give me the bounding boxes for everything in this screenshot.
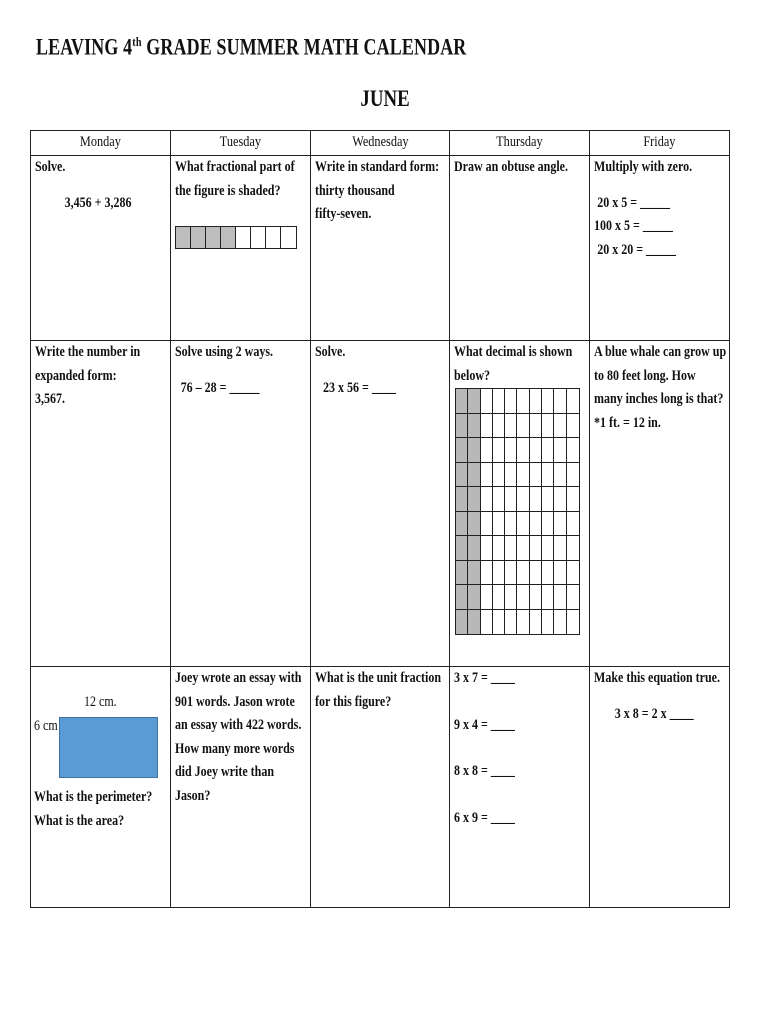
grid-cell	[554, 463, 566, 488]
rectangle-height-label: 6 cm	[34, 718, 58, 734]
grid-cell-shaded	[468, 414, 480, 439]
grid-cell	[517, 487, 529, 512]
grid-cell-shaded	[456, 585, 468, 610]
grid-cell-shaded	[456, 487, 468, 512]
grid-cell	[481, 536, 493, 561]
grid-cell	[481, 512, 493, 537]
grid-cell-shaded	[456, 610, 468, 635]
fraction-part	[281, 227, 296, 248]
grid-cell	[567, 585, 579, 610]
area-question: What is the area?	[34, 812, 125, 829]
grid-cell	[567, 463, 579, 488]
cell-r1-friday: Multiply with zero. 20 x 5 = _____ 100 x 5 = _____ 20 x 20 = _____	[590, 156, 730, 341]
calendar-title: LEAVING 4th GRADE SUMMER MATH CALENDAR	[36, 34, 467, 60]
grid-cell	[493, 610, 505, 635]
grid-cell	[567, 512, 579, 537]
fraction-part-shaded	[206, 227, 221, 248]
grid-cell	[493, 512, 505, 537]
grid-cell	[530, 438, 542, 463]
grid-cell	[517, 585, 529, 610]
fraction-part	[251, 227, 266, 248]
cell-r2-tuesday: Solve using 2 ways. 76 – 28 = _____	[170, 341, 310, 667]
grid-cell	[567, 561, 579, 586]
cell-r1-monday: Solve. 3,456 + 3,286	[31, 156, 171, 341]
grid-cell	[554, 561, 566, 586]
grid-cell	[530, 585, 542, 610]
grid-cell	[517, 414, 529, 439]
grid-cell-shaded	[468, 610, 480, 635]
grid-cell	[505, 585, 517, 610]
grid-cell	[505, 463, 517, 488]
cell-r3-thursday: 3 x 7 = ____ 9 x 4 = ____ 8 x 8 = ____ 6 x 9 = ____	[450, 667, 590, 908]
grid-cell	[517, 610, 529, 635]
header-thursday: Thursday	[450, 131, 590, 156]
grid-cell	[505, 438, 517, 463]
grid-cell	[542, 487, 554, 512]
grid-cell	[542, 414, 554, 439]
cell-r3-wednesday: What is the unit fraction for this figure?	[310, 667, 450, 908]
grid-cell	[493, 487, 505, 512]
grid-cell	[542, 536, 554, 561]
cell-r3-friday: Make this equation true. 3 x 8 = 2 x ____	[590, 667, 730, 908]
grid-cell	[542, 512, 554, 537]
grid-cell	[530, 414, 542, 439]
blue-rectangle	[59, 717, 158, 778]
grid-cell	[517, 561, 529, 586]
grid-cell	[493, 536, 505, 561]
header-friday: Friday	[590, 131, 730, 156]
grid-cell	[530, 536, 542, 561]
fraction-part-shaded	[221, 227, 236, 248]
grid-cell	[554, 512, 566, 537]
week-row-1	[31, 156, 730, 341]
grid-cell-shaded	[468, 585, 480, 610]
month-heading: JUNE	[360, 86, 410, 111]
grid-cell-shaded	[456, 561, 468, 586]
grid-cell	[554, 536, 566, 561]
grid-cell	[493, 438, 505, 463]
grid-cell	[542, 585, 554, 610]
grid-cell	[481, 414, 493, 439]
grid-cell	[530, 610, 542, 635]
grid-cell	[567, 536, 579, 561]
grid-cell	[505, 610, 517, 635]
grid-cell	[567, 610, 579, 635]
grid-cell-shaded	[468, 389, 480, 414]
decimal-hundredths-grid	[455, 388, 580, 635]
grid-cell	[554, 389, 566, 414]
grid-cell	[505, 487, 517, 512]
grid-cell	[530, 512, 542, 537]
rectangle-questions	[34, 786, 152, 833]
grid-cell	[542, 463, 554, 488]
cell-r1-tuesday: What fractional part of the figure is shaded?	[170, 156, 310, 341]
grid-cell	[554, 487, 566, 512]
grid-cell-shaded	[456, 414, 468, 439]
grid-cell	[505, 512, 517, 537]
perimeter-question: What is the perimeter?	[34, 789, 153, 805]
fraction-figure	[175, 226, 297, 249]
grid-cell	[542, 561, 554, 586]
grid-cell	[542, 610, 554, 635]
grid-cell	[567, 389, 579, 414]
cell-r2-monday: Write the number in expanded form: 3,567.	[31, 341, 171, 667]
grid-cell-shaded	[468, 463, 480, 488]
grid-cell	[493, 389, 505, 414]
grid-cell	[493, 463, 505, 488]
grid-cell-shaded	[468, 438, 480, 463]
cell-r3-tuesday: Joey wrote an essay with 901 words. Jason wrote an essay with 422 words. How many more words did Joey write than Jason?	[170, 667, 310, 908]
grid-cell	[481, 585, 493, 610]
grid-cell	[505, 536, 517, 561]
grid-cell	[517, 463, 529, 488]
grid-cell	[530, 463, 542, 488]
grid-cell	[542, 438, 554, 463]
grid-cell	[530, 561, 542, 586]
grid-cell	[517, 512, 529, 537]
grid-cell	[517, 536, 529, 561]
grid-cell	[554, 414, 566, 439]
grid-cell	[530, 389, 542, 414]
grid-cell	[567, 487, 579, 512]
grid-cell-shaded	[456, 389, 468, 414]
header-row	[31, 131, 730, 156]
header-wednesday: Wednesday	[310, 131, 450, 156]
grid-cell	[481, 389, 493, 414]
header-monday: Monday	[31, 131, 171, 156]
grid-cell	[567, 414, 579, 439]
grid-cell	[505, 414, 517, 439]
grid-cell	[517, 438, 529, 463]
fraction-part-shaded	[176, 227, 191, 248]
grid-cell	[481, 438, 493, 463]
grid-cell	[505, 389, 517, 414]
cell-r2-friday: A blue whale can grow up to 80 feet long. How many inches long is that? *1 ft. = 12 in.	[590, 341, 730, 667]
grid-cell-shaded	[468, 561, 480, 586]
grid-cell	[567, 438, 579, 463]
grid-cell	[493, 561, 505, 586]
grid-cell	[493, 414, 505, 439]
grid-cell	[554, 610, 566, 635]
grid-cell	[517, 389, 529, 414]
fraction-part	[236, 227, 251, 248]
grid-cell	[481, 487, 493, 512]
grid-cell-shaded	[468, 487, 480, 512]
cell-r2-wednesday: Solve. 23 x 56 = ____	[310, 341, 450, 667]
grid-cell	[554, 438, 566, 463]
grid-cell-shaded	[468, 512, 480, 537]
grid-cell-shaded	[456, 512, 468, 537]
grid-cell	[493, 585, 505, 610]
week-row-2	[31, 341, 730, 667]
grid-cell-shaded	[456, 536, 468, 561]
grid-cell-shaded	[468, 536, 480, 561]
cell-r1-wednesday: Write in standard form: thirty thousand fifty-seven.	[310, 156, 450, 341]
grid-cell-shaded	[456, 463, 468, 488]
grid-cell	[530, 487, 542, 512]
grid-cell	[481, 561, 493, 586]
grid-cell	[554, 585, 566, 610]
rectangle-width-label: 12 cm.	[84, 694, 117, 710]
cell-r1-thursday: Draw an obtuse angle.	[450, 156, 590, 341]
cell-r2-thursday: What decimal is shown below?	[450, 341, 590, 667]
grid-cell-shaded	[456, 438, 468, 463]
grid-cell	[481, 463, 493, 488]
grid-cell	[505, 561, 517, 586]
header-tuesday: Tuesday	[170, 131, 310, 156]
fraction-part	[266, 227, 281, 248]
fraction-part-shaded	[191, 227, 206, 248]
grid-cell	[542, 389, 554, 414]
grid-cell	[481, 610, 493, 635]
